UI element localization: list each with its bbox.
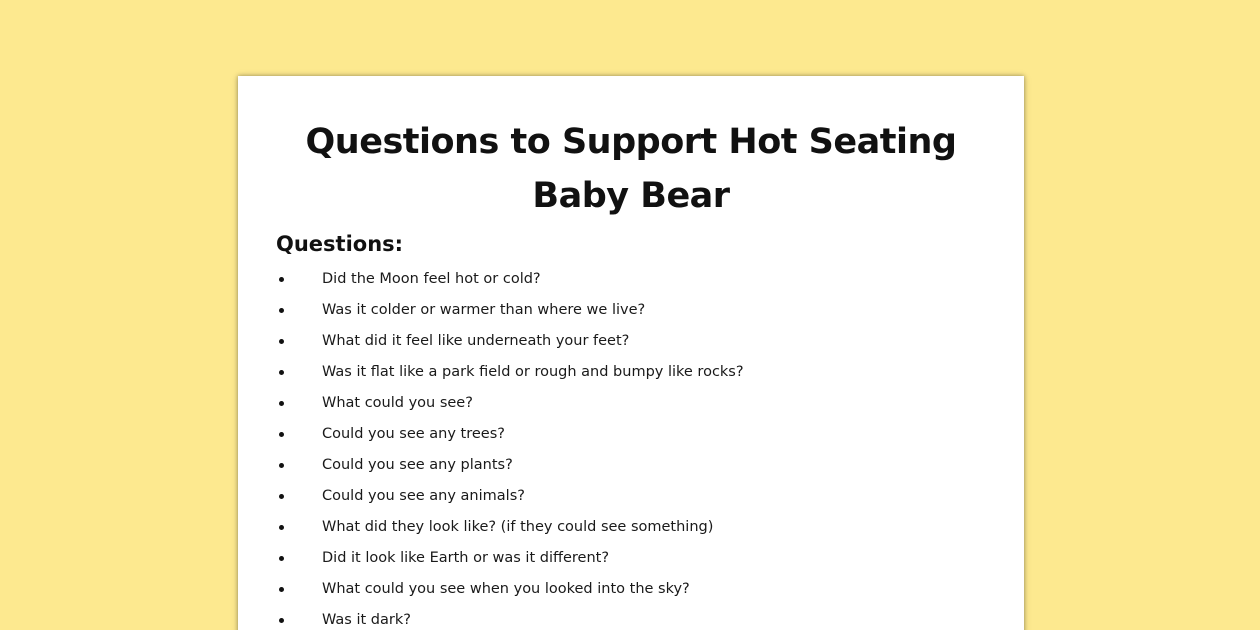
page-subtitle: Baby Bear [532,176,730,216]
question-text: Could you see any plants? [322,457,513,473]
list-item [238,450,1024,481]
bullet-icon [279,525,284,530]
list-item [238,295,1024,326]
bullet-icon [279,463,284,468]
list-item [238,264,1024,295]
worksheet-page [238,76,1024,630]
list-item [238,419,1024,450]
question-text: Was it dark? [322,612,411,628]
question-text: What did they look like? (if they could see something) [322,519,714,535]
bullet-icon [279,339,284,344]
list-item [238,605,1024,630]
list-item [238,357,1024,388]
question-text: Did it look like Earth or was it different? [322,550,610,566]
question-text: Did the Moon feel hot or cold? [322,271,541,287]
bullet-icon [279,277,284,282]
list-item [238,543,1024,574]
bullet-icon [279,587,284,592]
bullet-icon [279,618,284,623]
bullet-icon [279,401,284,406]
question-text: Was it colder or warmer than where we live? [322,302,646,318]
question-text: Could you see any trees? [322,426,505,442]
bullet-icon [279,432,284,437]
list-item [238,388,1024,419]
question-text: What could you see? [322,395,473,411]
question-list [238,264,1024,630]
question-text: Was it flat like a park field or rough and bumpy like rocks? [322,364,744,380]
question-text: What did it feel like underneath your feet? [322,333,630,349]
section-heading: Questions: [276,232,404,256]
question-text: Could you see any animals? [322,488,525,504]
list-item [238,512,1024,543]
list-item [238,326,1024,357]
list-item [238,481,1024,512]
page-title: Questions to Support Hot Seating [305,122,957,162]
bullet-icon [279,494,284,499]
bullet-icon [279,370,284,375]
bullet-icon [279,556,284,561]
bullet-icon [279,308,284,313]
question-text: What could you see when you looked into the sky? [322,581,690,597]
list-item [238,574,1024,605]
